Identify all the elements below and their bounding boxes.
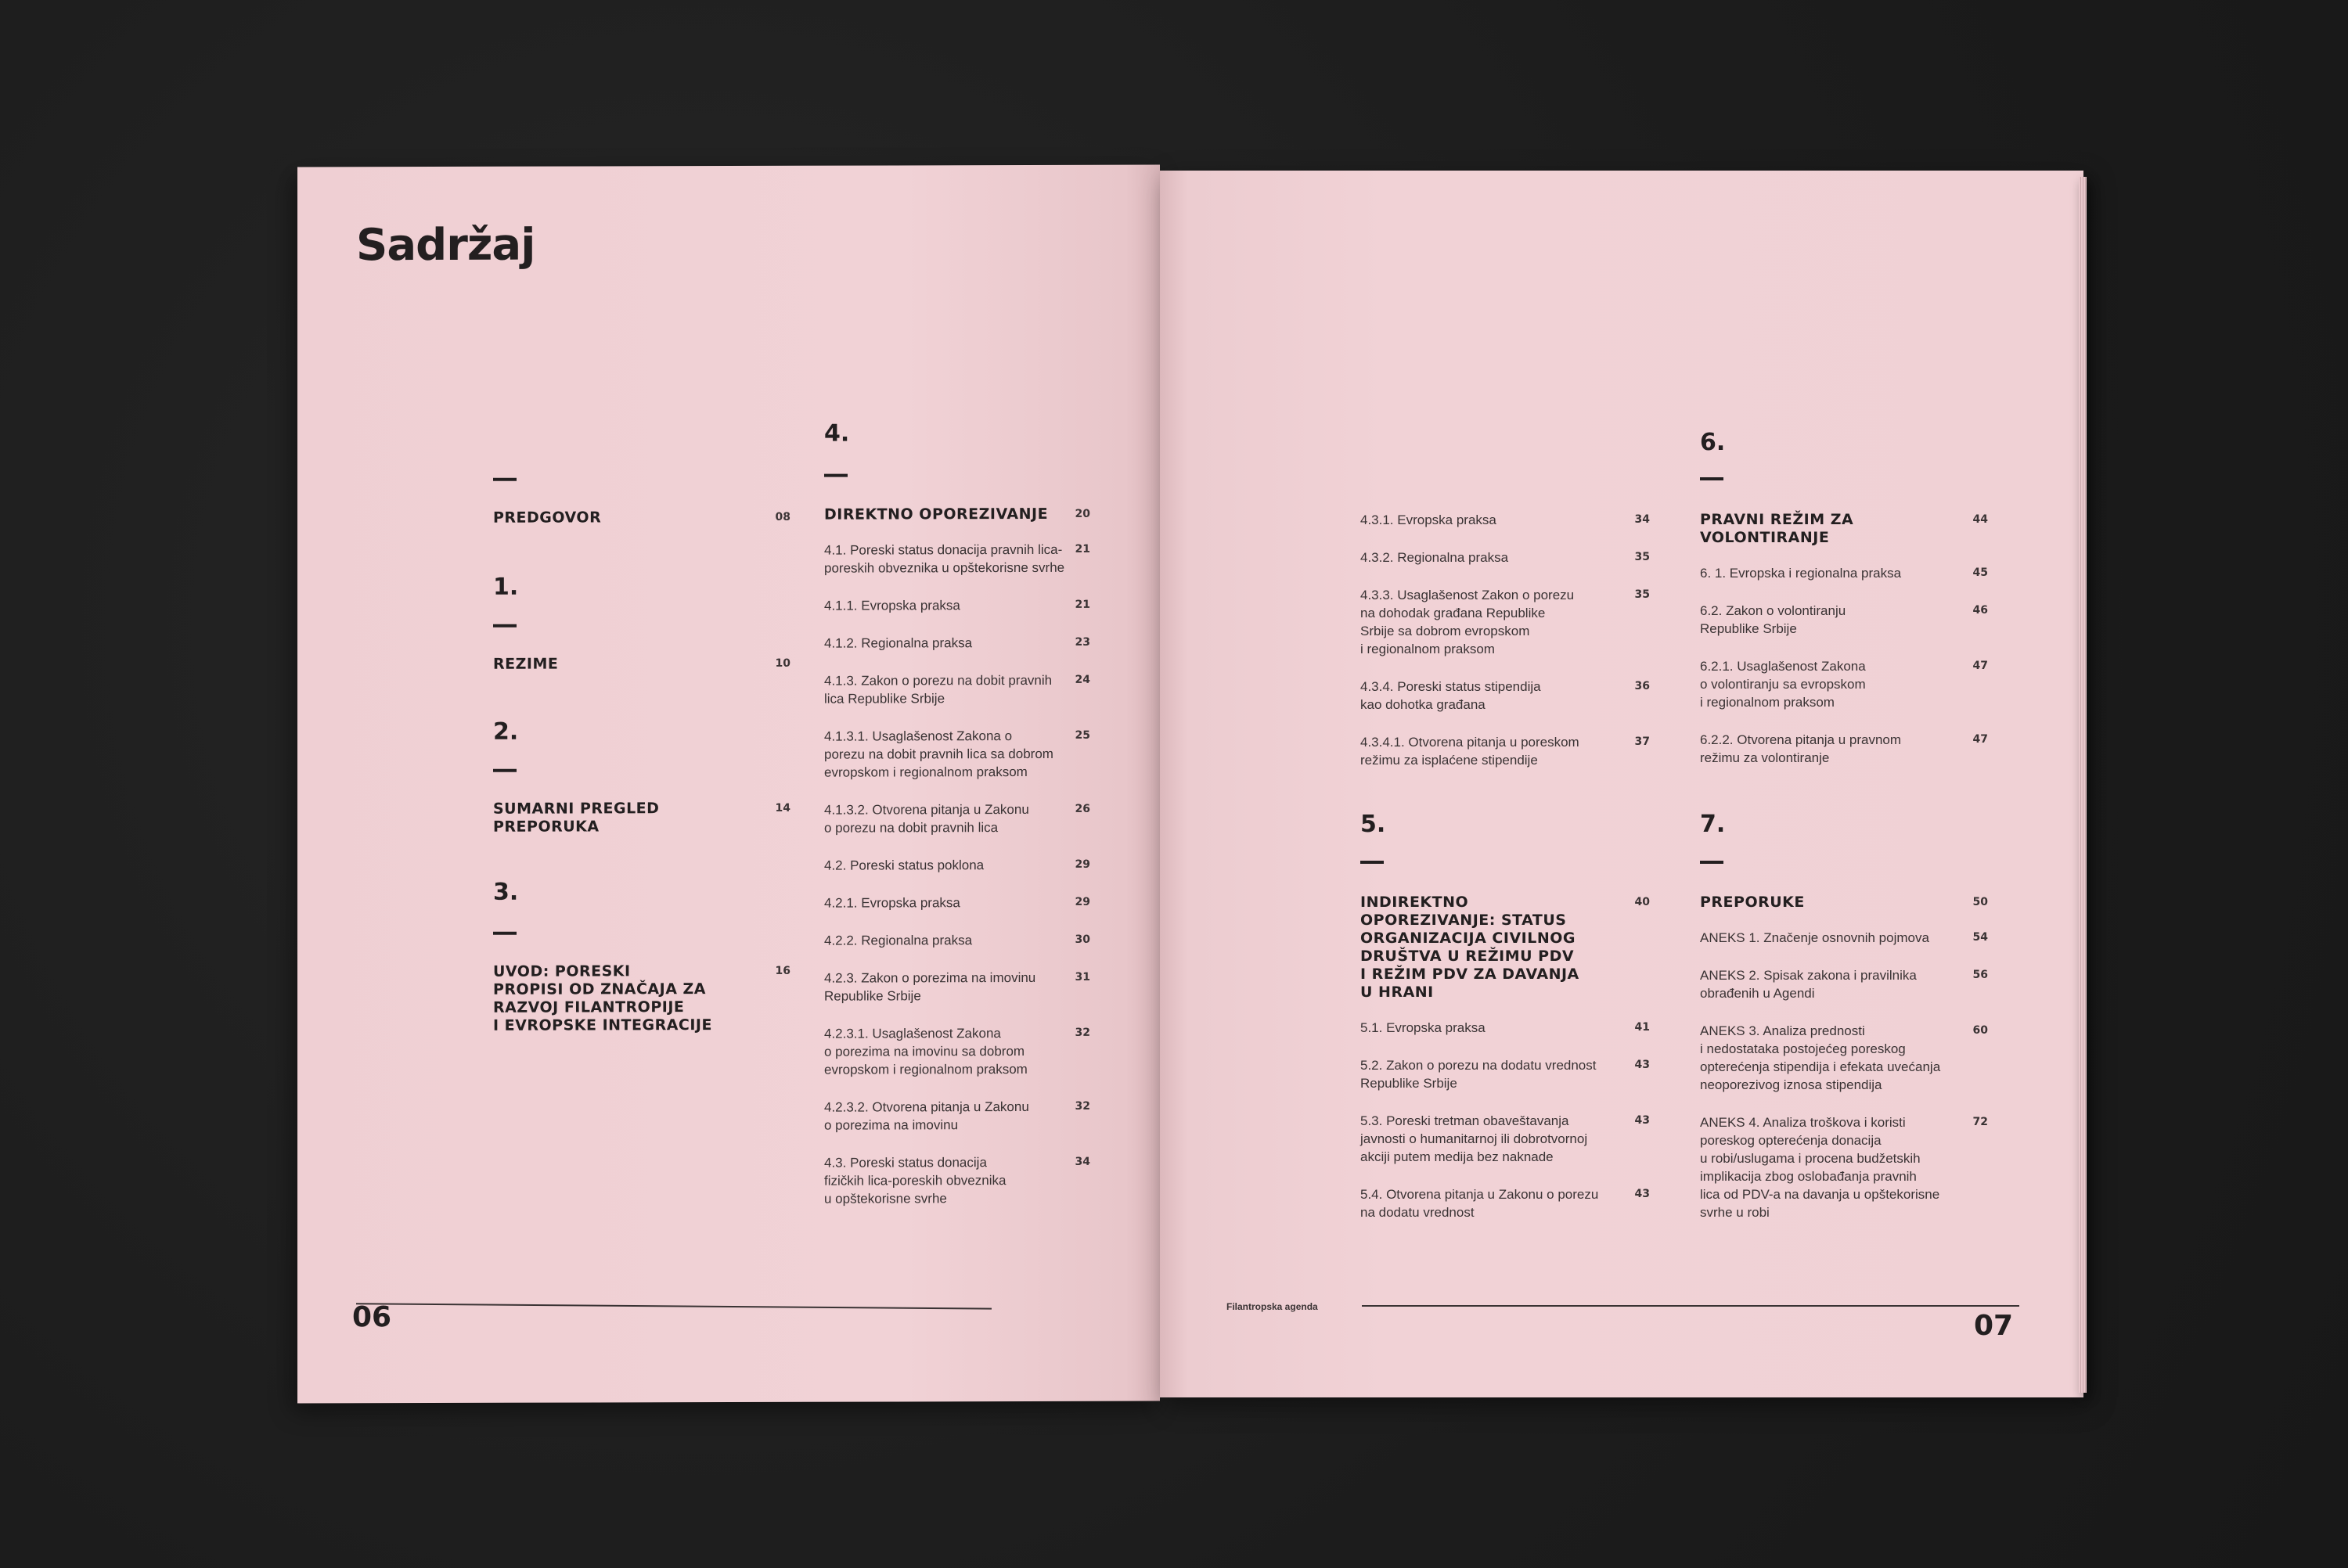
toc-entry[interactable] (824, 800, 1090, 837)
toc-entry-label: INDIREKTNO OPOREZIVANJE: STATUS ORGANIZACIJA CIVILNOG DRUŠTVA U REŽIMU PDV I REŽIM PDV ZA DAVANJA U HRANI (1360, 894, 1579, 1001)
toc-entry-page: 32 (1075, 1026, 1090, 1039)
section-dash (493, 769, 517, 772)
toc-entry[interactable] (824, 931, 1090, 950)
toc-entry-label: 4.1.3. Zakon o porezu na dobit pravnih lica Republike Srbije (824, 672, 1053, 707)
toc-entry-label: 5.3. Poreski tretman obaveštavanja javnosti o humanitarnoj ili dobrotvornoj akciji putem medija bez naknade (1360, 1113, 1588, 1164)
section-dash (824, 474, 848, 477)
toc-entry-page: 34 (1075, 1155, 1090, 1168)
toc-entry-label: 4.1.1. Evropska praksa (824, 598, 960, 613)
toc-entry[interactable] (824, 856, 1090, 875)
toc-entry-label: 6.2.2. Otvorena pitanja u pravnom režimu za volontiranje (1700, 732, 1902, 765)
toc-entry-page: 25 (1075, 728, 1090, 742)
toc-entry-label: ANEKS 4. Analiza troškova i koristi poreskog opterećenja donacija u robi/uslugama i procena budžetskih implikacija zbog oslobađanja pravnih lica od PDV-a na davanja u opštekorisne svrhe u robi (1700, 1115, 1940, 1220)
toc-entry-page: 34 (1634, 513, 1650, 526)
running-head: Filantropska agenda (1226, 1301, 1318, 1312)
toc-entry-label: ANEKS 2. Spisak zakona i pravilnika obrađenih u Agendi (1700, 968, 1917, 1001)
section-4-list (297, 165, 1160, 167)
section-number-7: 7. (1700, 811, 1726, 838)
toc-entry-label: 4.3. Poreski status donacija fizičkih lica-poreskih obveznika u opštekorisne svrhe (824, 1155, 1007, 1207)
toc-entry[interactable] (1360, 678, 1650, 714)
section-number-6: 6. (1700, 429, 1726, 456)
toc-entry[interactable] (1360, 1112, 1650, 1166)
toc-entry-label: ANEKS 1. Značenje osnovnih pojmova (1700, 930, 1929, 945)
toc-entry-label: 4.2.3.2. Otvorena pitanja u Zakonu o porezima na imovinu (824, 1099, 1029, 1133)
toc-entry-page: 10 (775, 656, 790, 670)
toc-entry-page: 08 (775, 510, 790, 523)
toc-entry-label: 4.2. Poreski status poklona (824, 858, 985, 873)
toc-entry-label: SUMARNI PREGLED PREPORUKA (493, 800, 660, 836)
toc-entry[interactable] (824, 596, 1090, 615)
section-number-3: 3. (493, 878, 519, 906)
toc-entry[interactable] (824, 541, 1090, 577)
toc-entry-rezime[interactable] (493, 655, 790, 674)
toc-entry-page: 16 (775, 964, 790, 977)
footer-rule (356, 1303, 992, 1309)
toc-entry-label: PRAVNI REŽIM ZA VOLONTIRANJE (1700, 511, 1854, 546)
toc-entry-page: 43 (1634, 1114, 1650, 1127)
toc-entry[interactable] (1360, 1056, 1650, 1092)
toc-entry-label: 5.2. Zakon o porezu na dodatu vrednost Republike Srbije (1360, 1058, 1597, 1091)
toc-entry[interactable] (1700, 1113, 1988, 1221)
toc-entry-label: 4.1. Poreski status donacija pravnih lica- poreskih obveznika u opštekorisne svrhe (824, 541, 1065, 576)
page-title: Sadržaj (356, 219, 535, 272)
section-number-1: 1. (493, 573, 519, 601)
toc-entry-page: 36 (1634, 680, 1650, 692)
toc-entry-page: 40 (1634, 896, 1650, 908)
section-dash (493, 478, 517, 481)
toc-entry-page: 50 (1972, 896, 1988, 908)
toc-entry-label: 4.1.2. Regionalna praksa (824, 635, 973, 651)
toc-entry[interactable] (824, 1098, 1090, 1135)
footer-rule (1362, 1305, 2019, 1307)
section-dash (493, 932, 517, 935)
toc-entry-label: 4.2.2. Regionalna praksa (824, 933, 973, 948)
toc-entry-label: UVOD: PORESKI PROPISI OD ZNAČAJA ZA RAZVOJ FILANTROPIJE I EVROPSKE INTEGRACIJE (493, 962, 712, 1034)
section-dash (1360, 861, 1384, 864)
toc-entry-page: 35 (1634, 551, 1650, 563)
toc-entry[interactable] (824, 634, 1090, 653)
toc-entry-label: 4.3.4.1. Otvorena pitanja u poreskom režimu za isplaćene stipendije (1360, 735, 1579, 768)
toc-section-heading[interactable] (1700, 894, 1988, 912)
toc-entry-page: 43 (1634, 1188, 1650, 1200)
section-number-4: 4. (824, 419, 850, 448)
toc-entry-page: 29 (1075, 895, 1090, 908)
toc-entry[interactable] (1700, 657, 1988, 711)
toc-entry[interactable] (1360, 548, 1650, 566)
toc-entry-page: 60 (1972, 1024, 1988, 1037)
toc-entry-page: 20 (1075, 507, 1090, 520)
toc-entry[interactable] (824, 671, 1090, 708)
toc-entry-label: 4.1.3.1. Usaglašenost Zakona o porezu na dobit pravnih lica sa dobrom evropskom i regionalnom praksom (824, 728, 1053, 780)
toc-entry-page: 24 (1075, 673, 1090, 686)
toc-entry-label: 4.3.2. Regionalna praksa (1360, 550, 1509, 565)
toc-entry-predgovor[interactable] (493, 509, 790, 527)
toc-entry-label: 4.3.4. Poreski status stipendija kao dohotka građana (1360, 679, 1541, 712)
page-number: 06 (352, 1301, 392, 1334)
toc-entry-page: 44 (1972, 513, 1988, 526)
toc-entry-label: REZIME (493, 655, 559, 673)
toc-entry-page: 26 (1075, 802, 1090, 815)
toc-entry-label: 4.2.3. Zakon o porezima na imovinu Republike Srbije (824, 969, 1036, 1004)
section-dash (1700, 477, 1723, 480)
toc-entry-page: 30 (1075, 933, 1090, 946)
toc-entry-label: 6.2.1. Usaglašenost Zakona o volontiranju sa evropskom i regionalnom praksom (1700, 659, 1866, 710)
toc-entry-label: 4.2.3.1. Usaglašenost Zakona o porezima na imovinu sa dobrom evropskom i regionalnom praksom (824, 1026, 1028, 1077)
toc-entry-page: 46 (1972, 604, 1988, 617)
toc-entry-page: 41 (1634, 1021, 1650, 1034)
toc-entry-page: 47 (1972, 733, 1988, 746)
toc-entry-page: 14 (775, 801, 790, 815)
toc-entry[interactable] (1360, 733, 1650, 769)
toc-section-heading[interactable] (1700, 511, 1988, 547)
toc-entry-label: DIREKTNO OPOREZIVANJE (824, 505, 1049, 523)
page-edges (2079, 177, 2087, 1393)
right-page (1160, 171, 2083, 1397)
toc-entry-label: ANEKS 3. Analiza prednosti i nedostataka postojećeg poreskog opterećenja stipendija i efekata uvećanja neoporezivog iznosa stipendija (1700, 1023, 1941, 1092)
page-number: 07 (1974, 1310, 2014, 1342)
toc-entry-page: 72 (1972, 1116, 1988, 1128)
toc-entry-page: 43 (1634, 1059, 1650, 1071)
toc-section-heading[interactable] (1360, 894, 1650, 1002)
toc-entry-label: PREDGOVOR (493, 509, 602, 527)
toc-entry[interactable] (1700, 731, 1988, 767)
toc-entry-page: 21 (1075, 598, 1090, 611)
toc-entry-page: 32 (1075, 1099, 1090, 1113)
toc-entry[interactable] (824, 894, 1090, 912)
toc-entry-page: 54 (1972, 931, 1988, 944)
toc-entry-label: 6. 1. Evropska i regionalna praksa (1700, 566, 1902, 581)
toc-entry[interactable] (824, 727, 1090, 782)
section-dash (493, 624, 517, 628)
toc-entry-label: 6.2. Zakon o volontiranju Republike Srbije (1700, 603, 1846, 636)
toc-entry-sumarni[interactable] (493, 800, 790, 836)
toc-entry-label: 4.3.1. Evropska praksa (1360, 512, 1496, 527)
toc-section-heading[interactable] (824, 505, 1090, 524)
toc-entry-label: 4.2.1. Evropska praksa (824, 895, 960, 911)
toc-entry[interactable] (1700, 929, 1988, 947)
toc-entry-page: 31 (1075, 970, 1090, 984)
toc-entry[interactable] (1700, 564, 1988, 582)
toc-entry-page: 21 (1075, 542, 1090, 556)
toc-entry-label: PREPORUKE (1700, 894, 1805, 911)
toc-entry-page: 47 (1972, 660, 1988, 672)
toc-entry-page: 35 (1634, 588, 1650, 601)
toc-entry[interactable] (1360, 586, 1650, 658)
toc-entry-label: 4.1.3.2. Otvorena pitanja u Zakonu o porezu na dobit pravnih lica (824, 801, 1029, 836)
toc-entry-page: 29 (1075, 858, 1090, 871)
left-page (297, 165, 1160, 1404)
section-number-5: 5. (1360, 811, 1386, 838)
section-dash (1700, 861, 1723, 864)
toc-entry[interactable] (824, 1153, 1090, 1208)
toc-entry[interactable] (1360, 1019, 1650, 1037)
toc-entry[interactable] (824, 969, 1090, 1005)
toc-entry[interactable] (1700, 966, 1988, 1002)
toc-entry[interactable] (1360, 511, 1650, 529)
toc-entry[interactable] (1360, 1185, 1650, 1221)
toc-entry-label: 5.1. Evropska praksa (1360, 1020, 1486, 1035)
toc-entry-page: 23 (1075, 635, 1090, 649)
toc-entry[interactable] (824, 1024, 1090, 1079)
toc-entry-page: 56 (1972, 969, 1988, 981)
toc-entry-label: 5.4. Otvorena pitanja u Zakonu o porezu na dodatu vrednost (1360, 1187, 1599, 1220)
toc-entry[interactable] (1700, 602, 1988, 638)
section-number-2: 2. (493, 717, 519, 746)
toc-entry-label: 4.3.3. Usaglašenost Zakon o porezu na dohodak građana Republike Srbije sa dobrom evropskom i regionalnom praksom (1360, 588, 1575, 656)
toc-entry-uvod[interactable] (493, 962, 790, 1035)
toc-entry[interactable] (1700, 1022, 1988, 1094)
toc-entry-page: 45 (1972, 566, 1988, 579)
toc-entry-page: 37 (1634, 735, 1650, 748)
